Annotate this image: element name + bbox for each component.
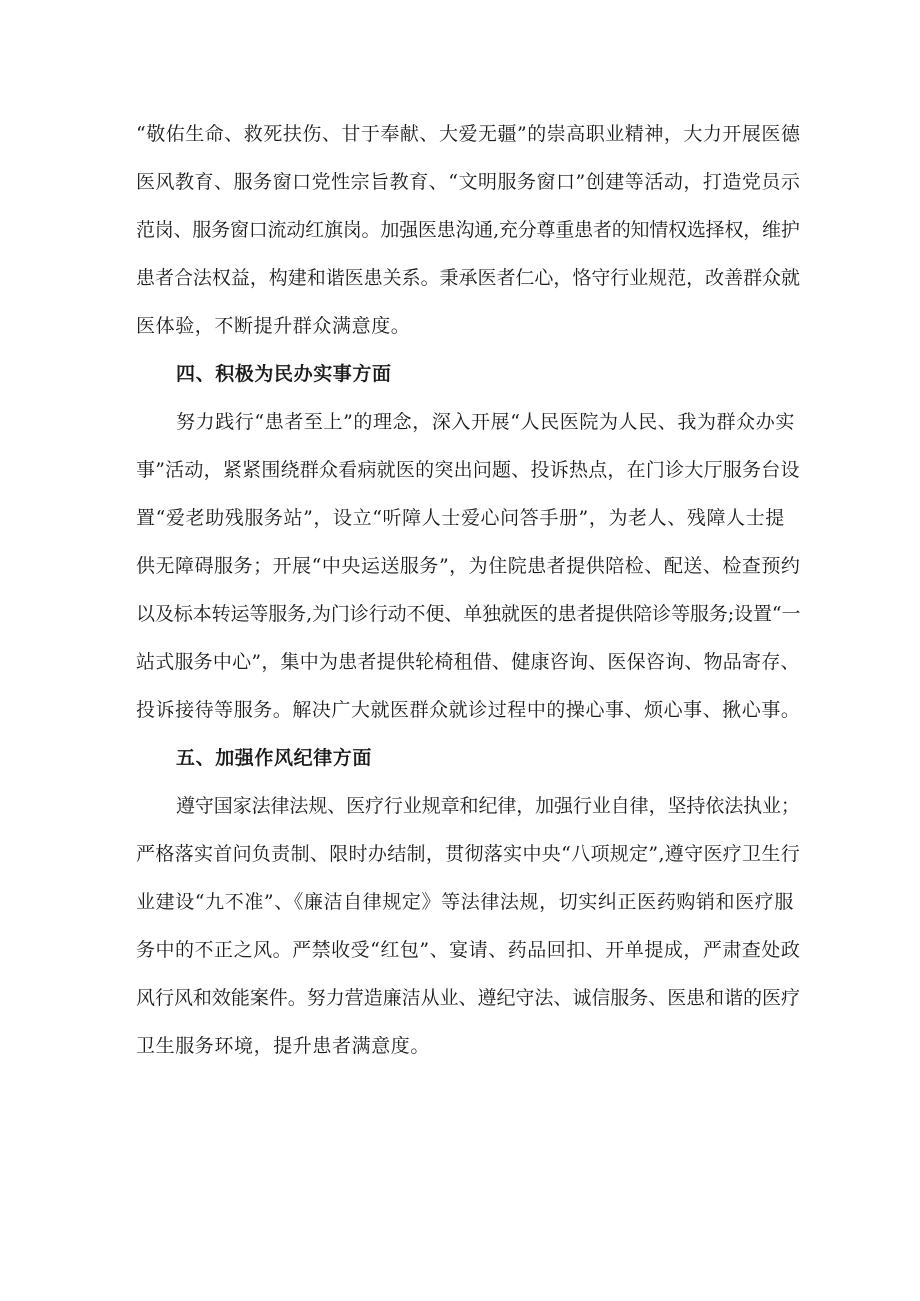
paragraph-line: 范岗、服务窗口流动红旗岗。加强医患沟通,充分尊重患者的知情权选择权，维护 [136, 219, 800, 241]
paragraph-line: 业建设“九不准”、《廉洁自律规定》等法律法规，切实纠正医药购销和医疗服 [136, 891, 794, 913]
paragraph-line: 供无障碍服务；开展“中央运送服务”，为住院患者提供陪检、配送、检查预约 [136, 555, 801, 577]
section-heading: 四、积极为民办实事方面 [176, 363, 392, 385]
paragraph-line: 医体验，不断提升群众满意度。 [136, 315, 411, 337]
paragraph-line: 卫生服务环境，提升患者满意度。 [136, 1035, 431, 1057]
paragraph-line: 事”活动，紧紧围绕群众看病就医的突出问题、投诉热点，在门诊大厅服务台设 [136, 459, 800, 481]
section-heading: 五、加强作风纪律方面 [176, 747, 373, 769]
paragraph-line: 站式服务中心”，集中为患者提供轮椅租借、健康咨询、医保咨询、物品寄存、 [136, 651, 800, 673]
paragraph-line: 以及标本转运等服务,为门诊行动不便、单独就医的患者提供陪诊等服务;设置“一 [136, 603, 801, 625]
paragraph-line: 风行风和效能案件。努力营造廉洁从业、遵纪守法、诚信服务、医患和谐的医疗 [136, 987, 801, 1009]
paragraph-line: 患者合法权益，构建和谐医患关系。秉承医者仁心，恪守行业规范，改善群众就 [136, 267, 801, 289]
paragraph-line: 严格落实首问负责制、限时办结制，贯彻落实中央“八项规定”,遵守医疗卫生行 [136, 843, 801, 865]
paragraph-line: 努力践行“患者至上”的理念，深入开展“人民医院为人民、我为群众办实 [176, 411, 795, 433]
paragraph-line: 遵守国家法律法规、医疗行业规章和纪律，加强行业自律，坚持依法执业； [176, 795, 800, 817]
paragraph-line: “敬佑生命、救死扶伤、甘于奉献、大爱无疆”的崇高职业精神，大力开展医德 [136, 123, 801, 145]
paragraph-line: 务中的不正之风。严禁收受“红包”、宴请、药品回扣、开单提成，严肃查处政 [136, 939, 801, 961]
paragraph-line: 投诉接待等服务。解决广大就医群众就诊过程中的操心事、烦心事、揪心事。 [136, 699, 801, 721]
paragraph-line: 置“爱老助残服务站”，设立“听障人士爱心问答手册”，为老人、残障人士提 [136, 507, 785, 529]
paragraph-line: 医风教育、服务窗口党性宗旨教育、“文明服务窗口”创建等活动，打造党员示 [136, 171, 801, 193]
